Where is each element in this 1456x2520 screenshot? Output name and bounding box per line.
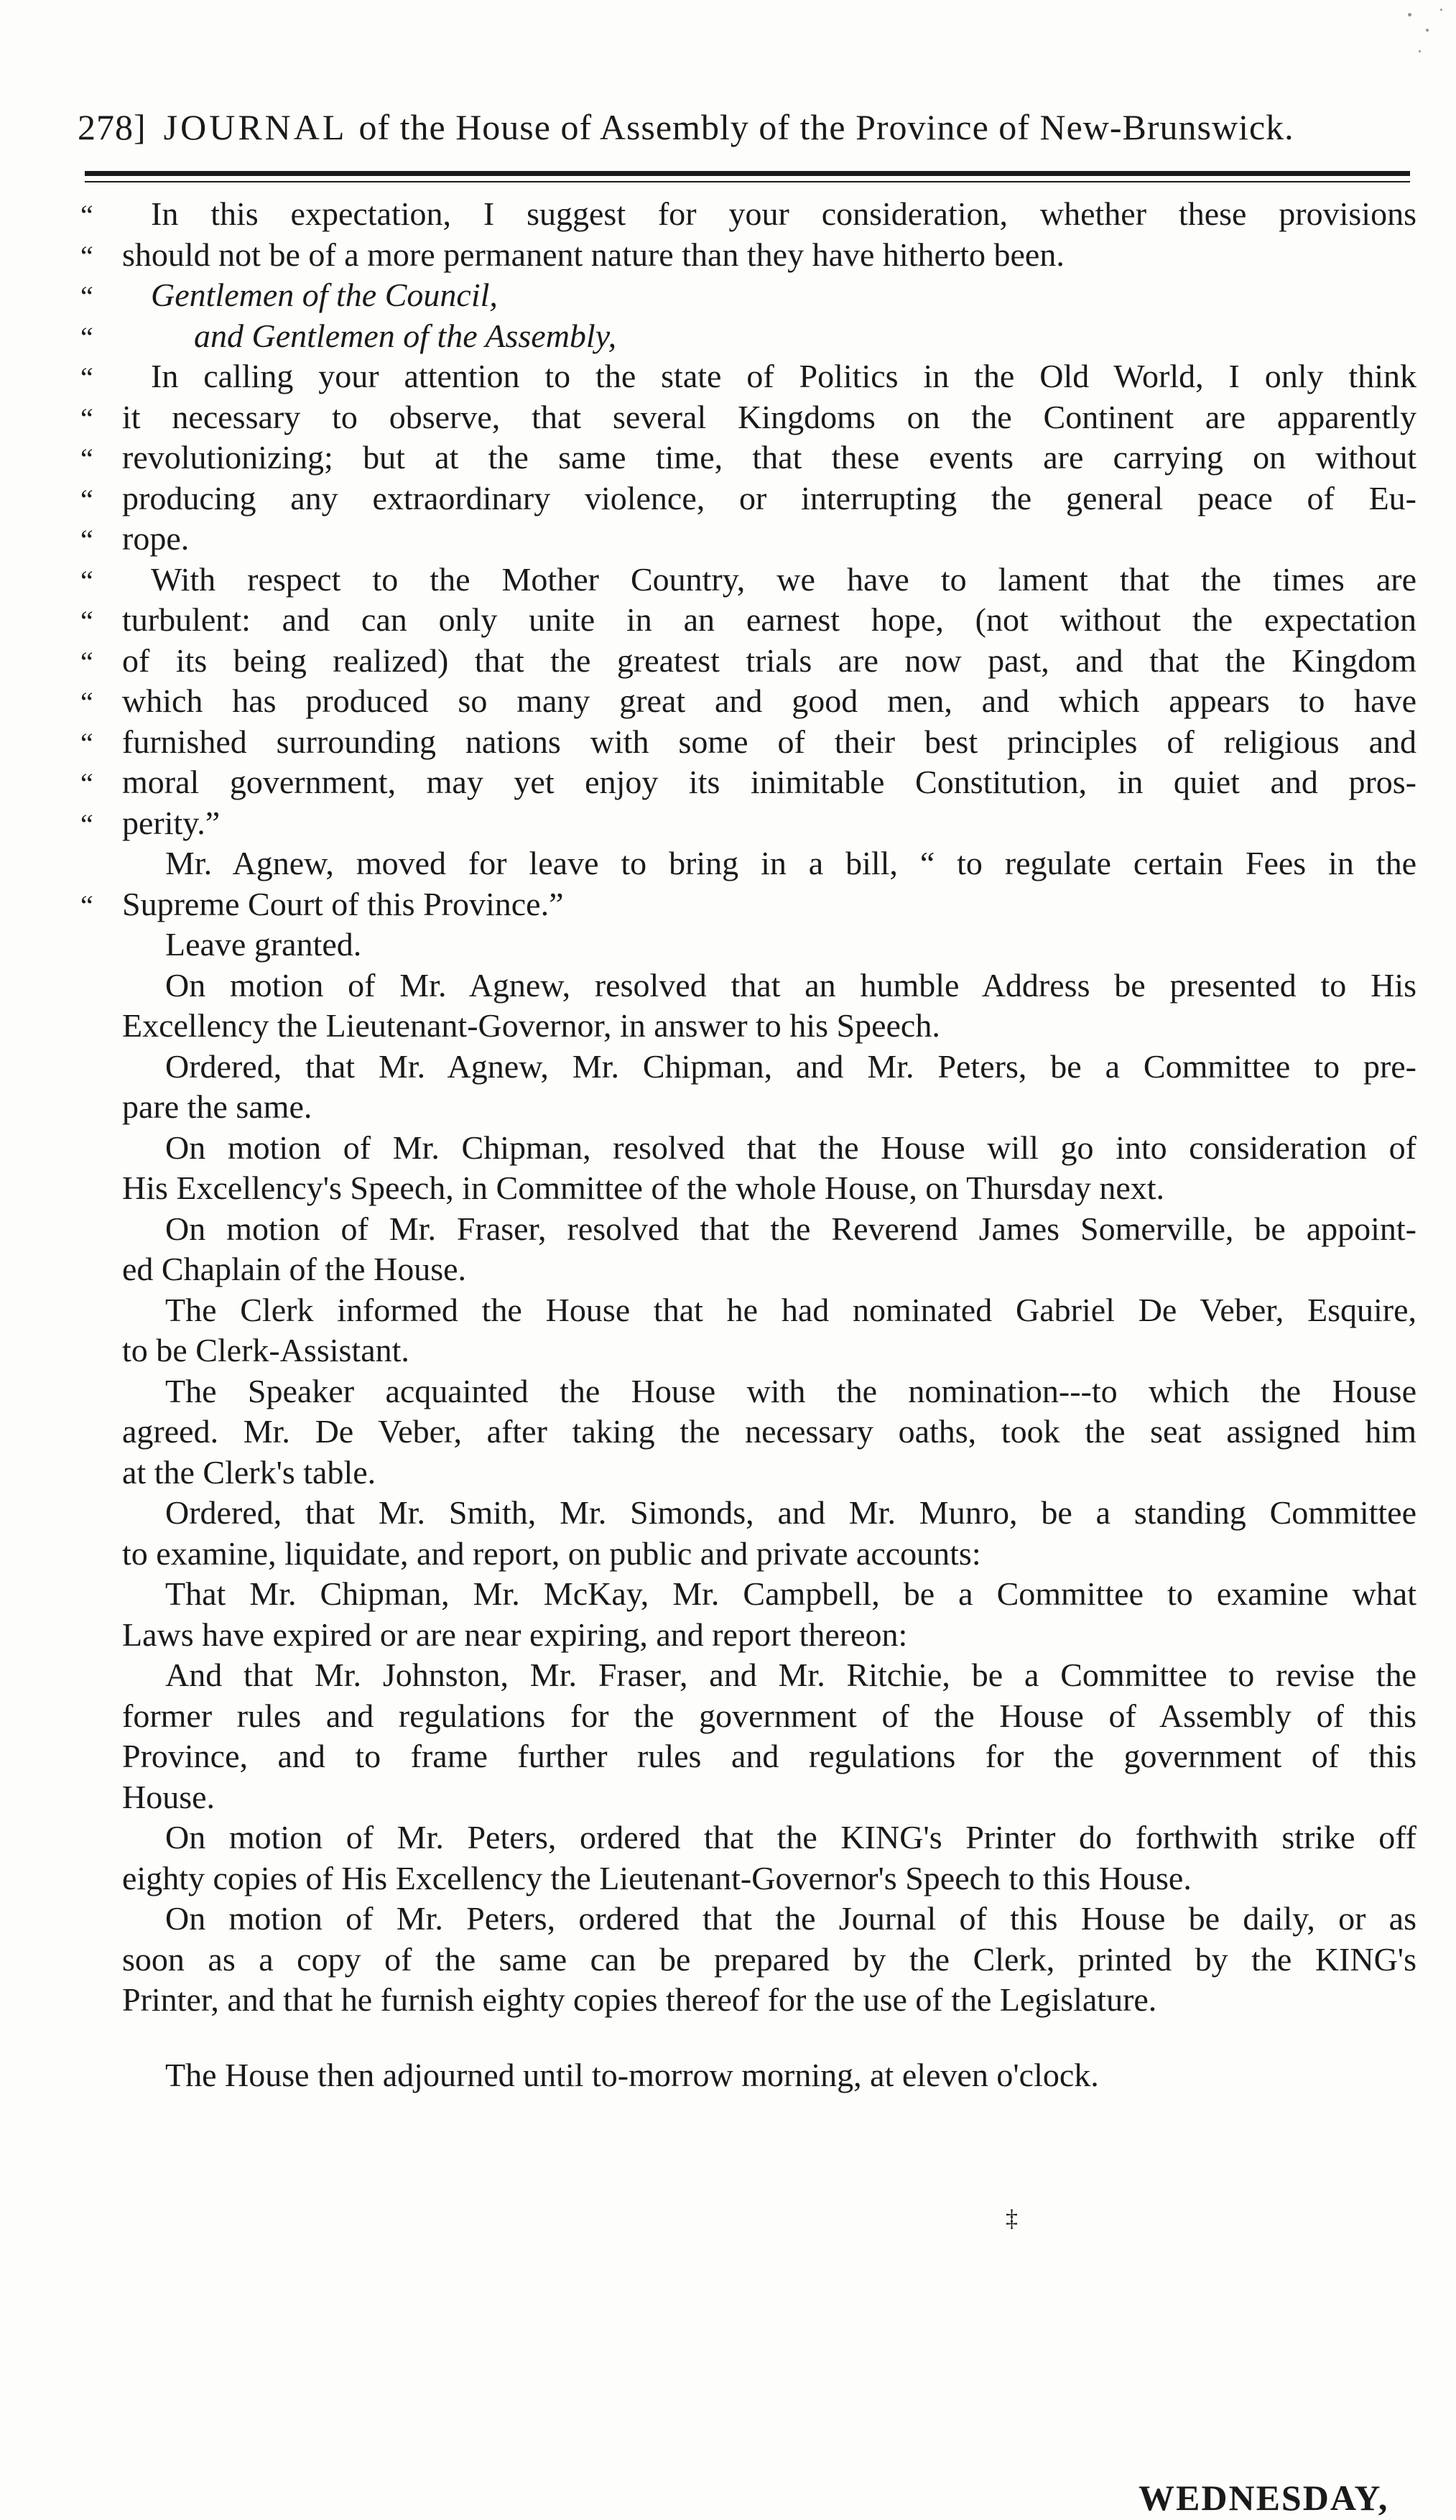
line-text: of its being realized) that the greatest trials are now past, and that the Kingdom xyxy=(122,641,1416,679)
print-speck xyxy=(1408,13,1411,17)
text-line xyxy=(80,397,1416,438)
line-text: On motion of Mr. Chipman, resolved that the House will go into consideration of xyxy=(165,1129,1416,1166)
line-text: Leave granted. xyxy=(165,926,362,963)
text-line xyxy=(80,1087,1416,1128)
line-text: On motion of Mr. Peters, ordered that the Journal of this House be daily, or as xyxy=(165,1900,1416,1937)
line-text: On motion of Mr. Agnew, resolved that an humble Address be presented to His xyxy=(165,966,1416,1004)
header-rule-thick xyxy=(85,171,1410,176)
text-line xyxy=(80,1574,1416,1615)
line-text: moral government, may yet enjoy its inimitable Constitution, in quiet and pros- xyxy=(122,764,1416,800)
text-line xyxy=(80,316,1416,357)
adjournment-line xyxy=(80,2055,1416,2096)
line-text: Laws have expired or are near expiring, and report thereon: xyxy=(122,1616,908,1653)
quote-mark: “ xyxy=(80,524,93,556)
text-line xyxy=(80,681,1416,722)
line-text: ed Chaplain of the House. xyxy=(122,1251,467,1287)
quote-mark: “ xyxy=(80,320,93,353)
text-line xyxy=(80,356,1416,397)
quote-mark: “ xyxy=(80,280,93,312)
quote-mark: “ xyxy=(80,361,93,394)
line-text: Ordered, that Mr. Smith, Mr. Simonds, and Mr. Munro, be a standing Committee xyxy=(165,1494,1416,1531)
quote-mark: “ xyxy=(80,402,93,435)
spacer xyxy=(80,2021,1416,2055)
text-line xyxy=(80,1493,1416,1534)
text-line xyxy=(80,1980,1416,2021)
text-line xyxy=(80,1249,1416,1290)
line-text: The Clerk informed the House that he had nominated Gabriel De Veber, Esquire, xyxy=(165,1291,1416,1328)
line-text: turbulent: and can only unite in an earnest hope, (not without the expectation xyxy=(122,601,1416,638)
line-text: at the Clerk's table. xyxy=(122,1453,376,1491)
line-text: furnished surrounding nations with some of their best principles of religious and xyxy=(122,723,1416,760)
quote-mark: “ xyxy=(80,199,93,231)
text-line xyxy=(80,1858,1416,1899)
line-text: eighty copies of His Excellency the Lieutenant-Governor's Speech to this House. xyxy=(122,1859,1192,1896)
text-line xyxy=(80,194,1416,235)
line-text: House. xyxy=(122,1778,215,1815)
text-line xyxy=(80,519,1416,560)
quote-mark: “ xyxy=(80,686,93,718)
line-text: which has produced so many great and good men, and which appears to have xyxy=(122,682,1416,719)
quote-mark: “ xyxy=(80,767,93,800)
line-text: producing any extraordinary violence, or interrupting the general peace of Eu- xyxy=(122,479,1416,516)
line-text: On motion of Mr. Fraser, resolved that the Reverend James Somerville, be appoint- xyxy=(165,1210,1416,1247)
quote-mark: “ xyxy=(80,564,93,597)
line-text: pare the same. xyxy=(122,1088,312,1125)
header-rule-thin xyxy=(85,181,1410,182)
text-line xyxy=(80,1168,1416,1209)
line-text: Province, and to frame further rules and regulations for the government of this xyxy=(122,1738,1416,1774)
page-number: 278] xyxy=(78,107,147,147)
text-line xyxy=(80,722,1416,763)
text-line xyxy=(80,1696,1416,1737)
quote-mark: “ xyxy=(80,645,93,678)
line-text: soon as a copy of the same can be prepared by the Clerk, printed by the KING's xyxy=(122,1940,1416,1978)
text-line xyxy=(80,1209,1416,1250)
text-line xyxy=(80,965,1416,1006)
print-speck xyxy=(1440,9,1442,11)
quote-mark: “ xyxy=(80,807,93,840)
line-text: former rules and regulations for the government of the House of Assembly of this xyxy=(122,1697,1416,1734)
text-line xyxy=(80,1290,1416,1331)
quote-mark: “ xyxy=(80,605,93,637)
line-text: agreed. Mr. De Veber, after taking the necessary oaths, took the seat assigned him xyxy=(122,1413,1416,1450)
text-line xyxy=(80,275,1416,316)
text-line xyxy=(80,762,1416,803)
printer-mark: ‡ xyxy=(1006,2205,1018,2232)
text-line xyxy=(80,925,1416,965)
quote-mark: “ xyxy=(80,443,93,475)
line-text: to examine, liquidate, and report, on public and private accounts: xyxy=(122,1534,981,1572)
text-line xyxy=(80,1371,1416,1412)
text-line xyxy=(80,235,1416,276)
header-journal-word: JOURNAL xyxy=(163,107,348,147)
text-line xyxy=(80,1128,1416,1169)
quote-mark: “ xyxy=(80,726,93,759)
line-text: revolutionizing; but at the same time, that these events are carrying on without xyxy=(122,439,1416,476)
line-text: On motion of Mr. Peters, ordered that the KING's Printer do forthwith strike off xyxy=(165,1819,1416,1856)
line-text: it necessary to observe, that several Kingdoms on the Continent are apparently xyxy=(122,398,1416,435)
line-text: perity.” xyxy=(122,804,221,841)
text-line xyxy=(80,1777,1416,1818)
text-line xyxy=(80,1047,1416,1088)
quote-mark: “ xyxy=(80,483,93,516)
text-line xyxy=(80,1453,1416,1493)
text-line xyxy=(80,843,1416,884)
text-line xyxy=(80,1899,1416,1940)
print-speck xyxy=(1426,29,1429,32)
text-line xyxy=(80,600,1416,641)
line-text: Printer, and that he furnish eighty copies thereof for the use of the Legislature. xyxy=(122,1981,1157,2018)
line-text: Excellency the Lieutenant-Governor, in answer to his Speech. xyxy=(122,1007,940,1044)
line-text: Gentlemen of the Council, xyxy=(151,277,498,313)
text-line xyxy=(80,641,1416,682)
line-text: With respect to the Mother Country, we have to lament that the times are xyxy=(151,560,1416,598)
line-text: should not be of a more permanent nature than they have hitherto been. xyxy=(122,236,1065,273)
line-text: to be Clerk-Assistant. xyxy=(122,1332,409,1368)
line-text: In calling your attention to the state of Politics in the Old World, I only think xyxy=(151,358,1416,394)
running-header xyxy=(78,106,1406,164)
line-text: rope. xyxy=(122,520,190,557)
line-text: His Excellency's Speech, in Committee of the whole House, on Thursday next. xyxy=(122,1169,1165,1206)
text-line xyxy=(80,478,1416,519)
text-line xyxy=(80,1534,1416,1575)
line-text: Supreme Court of this Province.” xyxy=(122,885,564,922)
text-line xyxy=(80,560,1416,601)
line-text: And that Mr. Johnston, Mr. Fraser, and Mr. Ritchie, be a Committee to revise the xyxy=(165,1657,1416,1693)
text-line xyxy=(80,884,1416,925)
text-line xyxy=(80,437,1416,478)
text-line xyxy=(80,1006,1416,1047)
text-line xyxy=(80,1817,1416,1858)
journal-body xyxy=(80,194,1416,2095)
text-line xyxy=(80,1736,1416,1777)
text-line xyxy=(80,803,1416,844)
line-text: and Gentlemen of the Assembly, xyxy=(194,317,617,354)
text-line xyxy=(80,1412,1416,1453)
quote-mark: “ xyxy=(80,889,93,922)
text-line xyxy=(80,1330,1416,1371)
text-line xyxy=(80,1615,1416,1656)
header-title: of the House of Assembly of the Province of New-Brunswick. xyxy=(358,107,1294,147)
text-line xyxy=(80,1940,1416,1981)
line-text: Ordered, that Mr. Agnew, Mr. Chipman, and Mr. Peters, be a Committee to pre- xyxy=(165,1047,1416,1085)
line-text: That Mr. Chipman, Mr. McKay, Mr. Campbell, be a Committee to examine what xyxy=(165,1575,1416,1612)
print-speck xyxy=(1419,50,1421,52)
text-line xyxy=(80,1655,1416,1696)
line-text: The Speaker acquainted the House with the nomination---to which the House xyxy=(165,1372,1416,1409)
quote-mark: “ xyxy=(80,239,93,272)
adjournment-text: The House then adjourned until to-morrow morning, at eleven o'clock. xyxy=(165,2056,1099,2093)
line-text: Mr. Agnew, moved for leave to bring in a bill, “ to regulate certain Fees in the xyxy=(165,845,1416,881)
line-text: In this expectation, I suggest for your consideration, whether these provisions xyxy=(151,195,1416,232)
catchword: WEDNESDAY, xyxy=(1139,2478,1389,2518)
